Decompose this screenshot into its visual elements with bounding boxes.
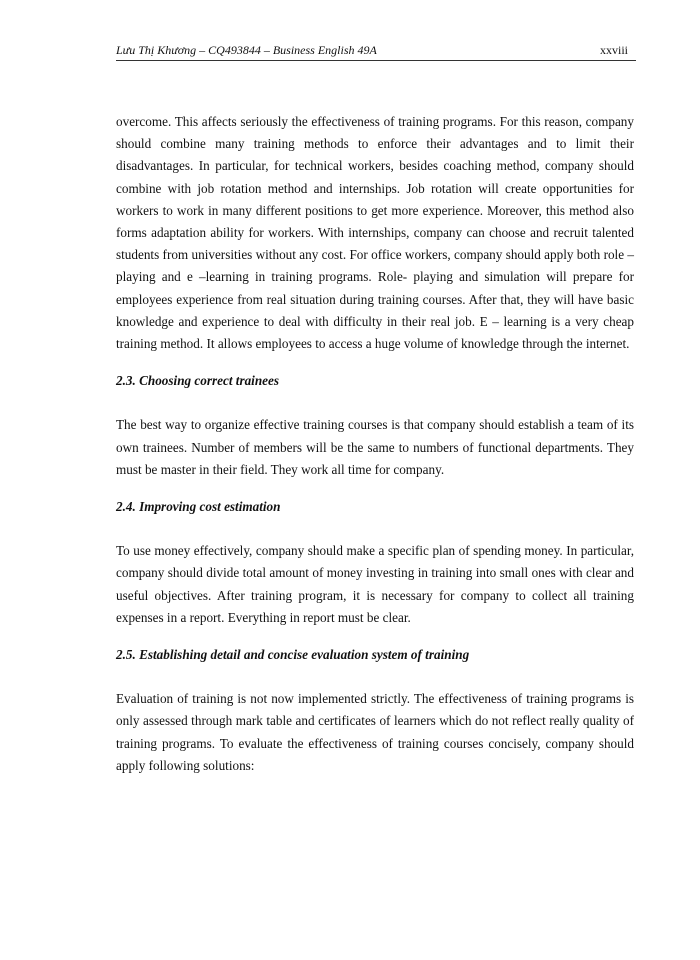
heading-evaluation-system: 2.5. Establishing detail and concise evaluation system of training	[116, 647, 470, 663]
page-header	[116, 42, 636, 61]
page-body	[116, 111, 634, 777]
paragraph-evaluation-system: Evaluation of training is not now implemented strictly. The effectiveness of training programs is only assessed through mark table and certificates of learners which do not reflect really quality of training programs. To evaluate the effectiveness of training courses concisely, company should apply following solutions:	[116, 691, 634, 773]
paragraph-cost-estimation: To use money effectively, company should make a specific plan of spending money. In particular, company should divide total amount of money investing in training into small ones with clear and useful objectives. After training program, it is necessary for company to collect all training expenses in a report. Everything in report must be clear.	[116, 543, 634, 625]
paragraph-training-methods: overcome. This affects seriously the effectiveness of training programs. For this reason, company should combine many training methods to enforce their advantages and to limit their disadvantages. In particular, for technical workers, besides coaching method, company should combine with job rotation method and internships. Job rotation will create opportunities for workers to work in many different positions to get more experience. Moreover, this method also forms adaptation ability for workers. With internships, company can choose and recruit talented students from universities without any cost. For office workers, company should apply both role –playing and e –learning in training programs. Role- playing and simulation will prepare for employees experience from real situation during training courses. After that, they will have basic knowledge and experience to deal with difficulty in their real job. E – learning is a very cheap training method. It allows employees to access a huge volume of knowledge through the internet.	[116, 114, 634, 352]
heading-choosing-trainees: 2.3. Choosing correct trainees	[116, 373, 280, 389]
page-number: xxviii	[599, 43, 628, 57]
paragraph-choosing-trainees: The best way to organize effective training courses is that company should establish a team of its own trainees. Number of members will be the same to numbers of functional departments. They must be master in their field. They work all time for company.	[116, 417, 634, 477]
header-author-course: Lưu Thị Khương – CQ493844 – Business English 49A	[116, 43, 377, 57]
heading-cost-estimation: 2.4. Improving cost estimation	[116, 499, 281, 515]
